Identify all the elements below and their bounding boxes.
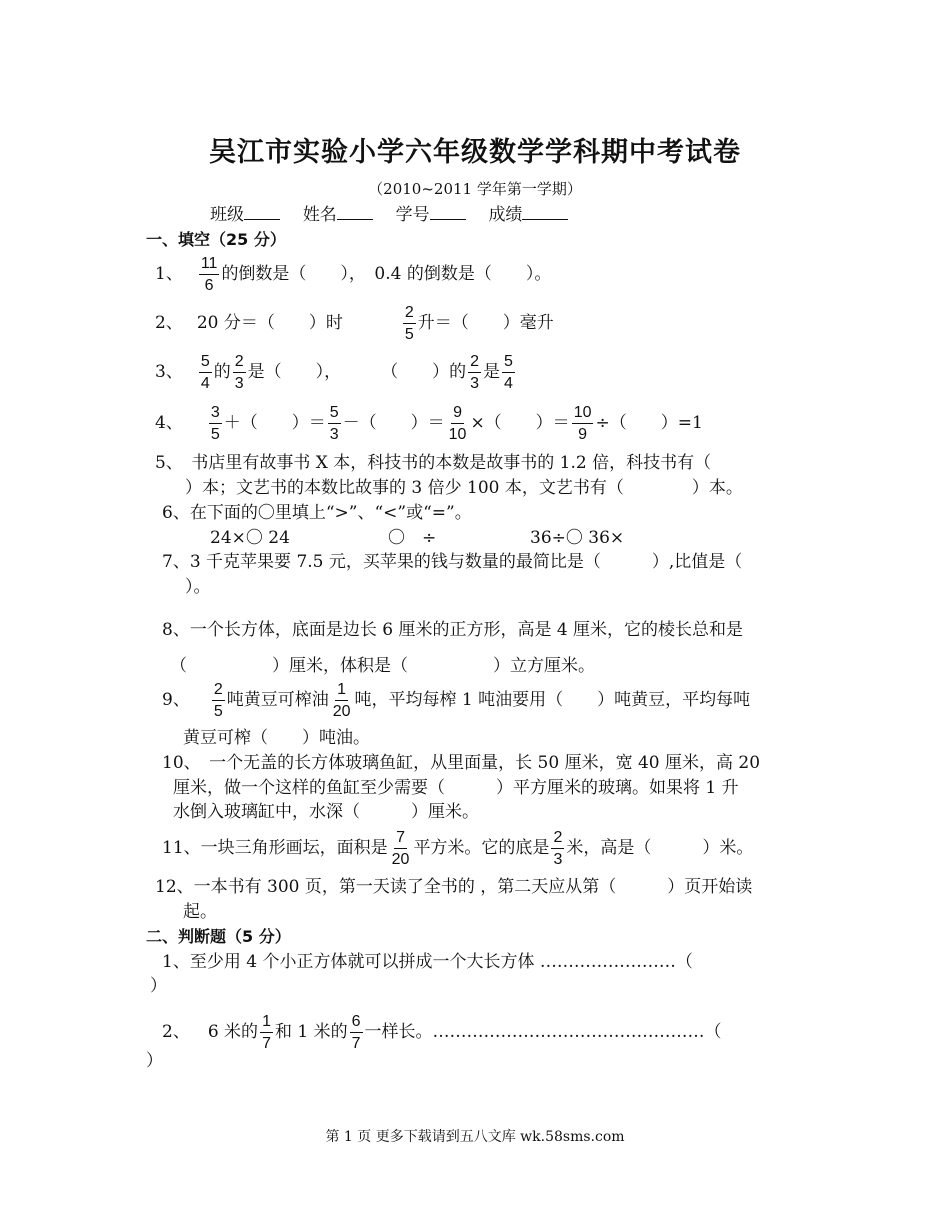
- numerator: 7: [394, 828, 407, 849]
- question-text: 的: [213, 362, 231, 382]
- section-fill-blanks: 一、填空（25 分）: [146, 230, 286, 249]
- number-blank[interactable]: [430, 203, 466, 220]
- question-text: （ ）的: [381, 362, 467, 382]
- denominator: 5: [210, 426, 220, 443]
- question-number: 3、: [155, 362, 183, 382]
- fraction: [233, 352, 246, 393]
- question-text: 11、一块三角形画坛，面积是: [162, 838, 388, 858]
- question-11: [162, 828, 753, 869]
- fraction: [551, 828, 564, 869]
- fraction: [260, 1012, 273, 1053]
- fraction: [502, 352, 515, 393]
- question-text: －（ ）＝: [342, 413, 445, 433]
- question-10-line-1: 10、 一个无盖的长方体玻璃鱼缸，从里面量，长 50 厘米，宽 40 厘米，高 20: [162, 753, 761, 773]
- denominator: 20: [332, 703, 351, 720]
- fraction: [199, 254, 220, 295]
- judge-2: [162, 1012, 722, 1053]
- fraction: [199, 352, 212, 393]
- fraction: [390, 828, 412, 869]
- fraction: [209, 403, 222, 444]
- numerator: 2: [212, 680, 225, 701]
- score-label: 成绩: [488, 205, 523, 225]
- subtitle: （2010~2011 学年第一学期）: [368, 180, 582, 198]
- numerator: 5: [502, 352, 515, 373]
- question-text: ＋（ ）＝: [223, 413, 326, 433]
- question-12-line-1: 12、一本书有 300 页，第一天读了全书的 ，第二天应从第（ ）页开始读: [155, 877, 753, 897]
- question-number: 2、: [162, 1022, 190, 1042]
- question-text: 吨，平均每榨 1 吨油要用（ ）吨黄豆，平均每吨: [354, 690, 751, 710]
- fraction: [350, 1012, 363, 1053]
- compare-expr-2: 〇 ÷: [388, 528, 437, 548]
- denominator: 5: [213, 703, 223, 720]
- denominator: 9: [578, 426, 588, 443]
- question-10-line-2: 厘米，做一个这样的鱼缸至少需要（ ）平方厘米的玻璃。如果将 1 升: [173, 778, 739, 798]
- numerator: 2: [551, 828, 564, 849]
- question-number: 9、: [162, 690, 190, 710]
- numerator: 5: [328, 403, 341, 424]
- numerator: 5: [199, 352, 212, 373]
- question-text: ÷（ ）=1: [595, 413, 703, 433]
- denominator: 7: [262, 1035, 271, 1052]
- denominator: 3: [329, 426, 339, 443]
- numerator: 10: [572, 403, 594, 424]
- question-text: ×（ ）＝: [470, 413, 570, 433]
- question-1: [155, 254, 551, 295]
- question-10-line-3: 水倒入玻璃缸中，水深（ ）厘米。: [173, 802, 479, 822]
- question-text: 平方米。它的底是: [413, 838, 550, 858]
- denominator: 4: [504, 375, 513, 392]
- question-9-line-2: 黄豆可榨（ ）吨油。: [183, 728, 370, 748]
- question-number: 4、: [155, 413, 183, 433]
- numerator: 6: [350, 1012, 363, 1033]
- numerator: 9: [451, 403, 464, 424]
- numerator: 2: [468, 352, 481, 373]
- question-6: 6、在下面的〇里填上“>”、“<”或“=”。: [162, 503, 472, 523]
- numerator: 1: [335, 680, 348, 701]
- numerator: 1: [260, 1012, 273, 1033]
- question-number: 1、: [155, 264, 183, 284]
- question-text: 是（ ），: [247, 362, 342, 382]
- denominator: 7: [351, 1035, 361, 1052]
- judge-1-line-2: ）: [150, 976, 167, 996]
- question-12-line-2: 起。: [183, 902, 217, 922]
- question-text: 和 1 米的: [274, 1022, 348, 1042]
- denominator: 5: [404, 326, 414, 343]
- question-text: 是: [483, 362, 501, 382]
- question-8-line-1: 8、一个长方体，底面是边长 6 厘米的正方形，高是 4 厘米，它的棱长总和是: [162, 620, 744, 640]
- numerator: 11: [199, 254, 220, 275]
- name-blank[interactable]: [337, 203, 373, 220]
- numerator: 2: [233, 352, 246, 373]
- denominator: 3: [470, 375, 480, 392]
- fraction: [328, 403, 341, 444]
- question-7-line-2: ）。: [185, 577, 211, 597]
- denominator: 4: [200, 375, 210, 392]
- section-true-false: 二、判断题（5 分）: [146, 927, 291, 946]
- question-text: 20 分＝（ ）时: [196, 313, 343, 333]
- question-text: 一样长。…………………………………………（: [364, 1022, 722, 1042]
- score-blank[interactable]: [522, 203, 568, 220]
- judge-2-line-2: ）: [146, 1051, 163, 1071]
- question-2: [155, 303, 554, 344]
- page-title: 吴江市实验小学六年级数学学科期中考试卷: [209, 137, 741, 168]
- question-text: 米，高是（ ）米。: [566, 838, 754, 858]
- class-label: 班级: [210, 205, 244, 225]
- question-number: 2、: [155, 313, 183, 333]
- denominator: 3: [553, 851, 563, 868]
- numerator: 2: [403, 303, 416, 324]
- question-8-line-2: （ ）厘米，体积是（ ）立方厘米。: [170, 656, 595, 676]
- question-text: 的倒数是（ ）， 0.4 的倒数是（ ）。: [221, 264, 552, 284]
- fraction: [331, 680, 353, 721]
- compare-expr-3: 36÷〇 36×: [530, 528, 625, 548]
- fraction: [403, 303, 416, 344]
- question-4: [155, 403, 703, 444]
- compare-expr-1: 24×〇 24: [210, 528, 290, 548]
- denominator: 3: [234, 375, 244, 392]
- question-7-line-1: 7、3 千克苹果要 7.5 元，买苹果的钱与数量的最简比是（ ）,比值是（: [162, 552, 743, 572]
- number-label: 学号: [395, 205, 430, 225]
- numerator: 3: [209, 403, 222, 424]
- question-5-line-2: ）本；文艺书的本数比故事的 3 倍少 100 本，文艺书有（ ）本。: [185, 478, 743, 498]
- fraction: [572, 403, 594, 444]
- fraction: [212, 680, 225, 721]
- question-text: 升＝（ ）毫升: [417, 313, 554, 333]
- question-9: [162, 680, 750, 721]
- denominator: 10: [448, 426, 467, 443]
- fraction: [468, 352, 481, 393]
- question-text: 吨黄豆可榨油: [226, 690, 329, 710]
- name-label: 姓名: [302, 205, 337, 225]
- judge-1-line-1: 1、至少用 4 个小正方体就可以拼成一个大长方体 ……………………（: [162, 952, 693, 972]
- denominator: 20: [391, 851, 410, 868]
- fraction: [447, 403, 469, 444]
- page-footer: 第 1 页 更多下载请到五八文库 wk.58sms.com: [325, 1129, 625, 1145]
- student-info: [210, 203, 568, 226]
- class-blank[interactable]: [244, 203, 280, 220]
- question-3: [155, 352, 517, 393]
- question-5-line-1: 5、 书店里有故事书 X 本，科技书的本数是故事书的 1.2 倍，科技书有（: [155, 453, 712, 473]
- question-text: 6 米的: [207, 1022, 259, 1042]
- denominator: 6: [204, 277, 214, 294]
